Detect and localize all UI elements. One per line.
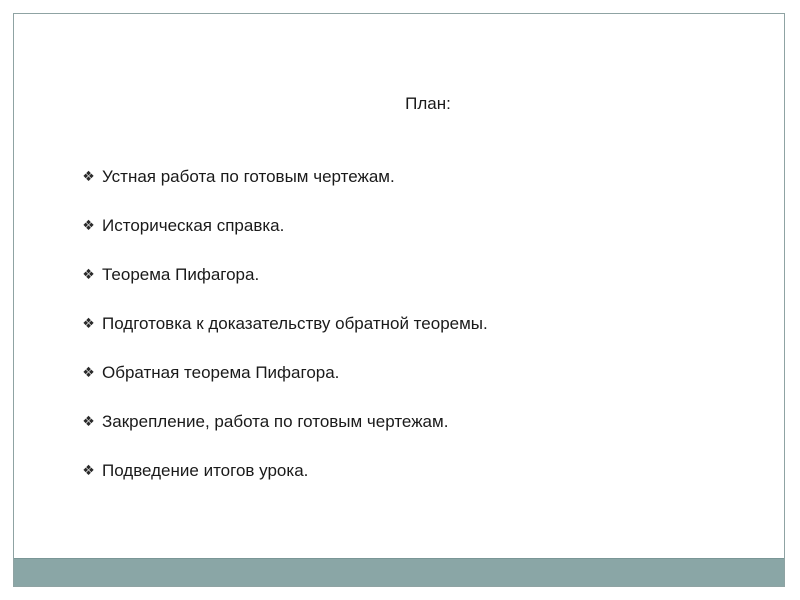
list-item [80, 201, 488, 250]
diamond-bullet-icon: ❖ [82, 266, 95, 282]
list-item [80, 299, 488, 348]
list-item [80, 397, 488, 446]
footer-bar [14, 558, 784, 586]
list-item [80, 250, 488, 299]
plan-list [80, 152, 488, 495]
list-item-text: Устная работа по готовым чертежам. [102, 166, 395, 186]
list-item [80, 446, 488, 495]
slide-title: План: [405, 94, 451, 113]
list-item [80, 152, 488, 201]
list-item-text: Закрепление, работа по готовым чертежам. [102, 411, 449, 431]
list-item [80, 348, 488, 397]
diamond-bullet-icon: ❖ [82, 315, 95, 331]
diamond-bullet-icon: ❖ [82, 462, 95, 478]
diamond-bullet-icon: ❖ [82, 217, 95, 233]
slide [13, 13, 785, 587]
list-item-text: Обратная теорема Пифагора. [102, 362, 340, 382]
list-item-text: Подведение итогов урока. [102, 460, 309, 480]
diamond-bullet-icon: ❖ [82, 364, 95, 380]
list-item-text: Историческая справка. [102, 215, 285, 235]
diamond-bullet-icon: ❖ [82, 168, 95, 184]
diamond-bullet-icon: ❖ [82, 413, 95, 429]
list-item-text: Теорема Пифагора. [102, 264, 260, 284]
list-item-text: Подготовка к доказательству обратной теоремы. [102, 313, 488, 333]
